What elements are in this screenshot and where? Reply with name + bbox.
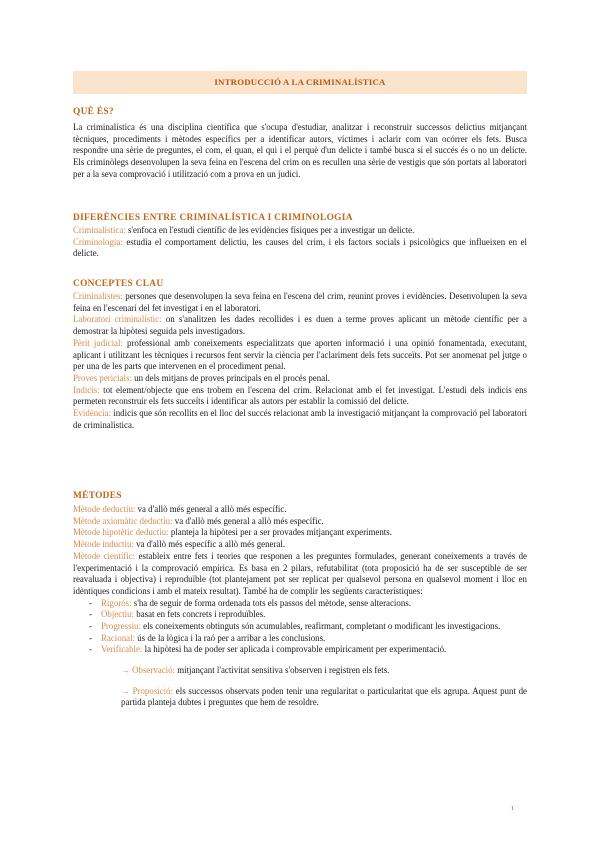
definition-text: indicis que són recollits en el lloc del succés relacionat amb la investigació mitjançant la comprovació pel laboratori de criminalística. [73, 408, 527, 430]
sub-item [73, 665, 527, 677]
section-conceptes [73, 279, 527, 431]
definition-text: on s'analitzen les dades recollides i es duen a terme proves aplicant un mètode científic per a demostrar la hipòtesi seguida pels investigadors. [73, 314, 527, 337]
dash-bullet: - [89, 609, 92, 620]
sub-item-term: → Proposició: [121, 685, 174, 696]
definition-item [73, 385, 527, 408]
section-text: La criminalística és una disciplina científica que s'ocupa d'estudiar, analitzar i reconstruir successos delictius mitjançant tècniques, procediments i mètodes específics per a identificar autors, víctimes i aclarir com van ocórrer els fets. Busca respondre una sèrie de preguntes, el com, el quan, el qui i el perquè d'un delicte i també busca si el succés és o no un delicte. Els criminòlegs desenvolupen la seva feina en l'escena del crim on es recullen una sèrie de vestigis que són portats al laboratori per a la seva comprovació i utilització com a prova en un judici. [73, 122, 527, 179]
page-number: 1 [510, 805, 514, 812]
dash-bullet: - [89, 644, 92, 655]
characteristic-text: els coneixements obtinguts són acumulables, reafirmant, completant o modificant les investigacions. [140, 621, 501, 632]
method-item [73, 551, 527, 598]
definition-text: estudia el comportament delictiu, les causes del crim, i els factors socials i psicològics que influeixen en el delicte. [73, 236, 527, 259]
document-page [73, 71, 527, 94]
section-heading: DIFERÈNCIES ENTRE CRIMINALÍSTICA I CRIMINOLOGIA [73, 213, 353, 223]
characteristic-term: Rigorós: [101, 597, 132, 608]
definition-text: tot element/objecte que ens trobem en l'escena del crim. Relacionat amb el fet investigat. L'estudi dels indicis ens permeten reconstruir els fets succeïts i identificar als autors per establir la comissió del delicte. [73, 384, 527, 407]
method-item [73, 516, 527, 528]
definition-text: s'enfoca en l'estudi científic de les evidències físiques per a investigar un delicte. [125, 225, 415, 235]
section-metodes [73, 491, 527, 718]
sub-item-text: els successos observats poden tenir una regularitat o particularitat que els agrupa. Aquest punt de partida planteja dubtes i preguntes que hem de resoldre. [121, 685, 527, 708]
characteristic-text: la hipòtesi ha de poder ser aplicada i comprovable empíricament per experimentació. [142, 644, 447, 655]
section-heading: QUÈ ÉS? [73, 107, 114, 117]
characteristic-term: Verificable: [101, 644, 143, 655]
list-item [73, 609, 527, 621]
definition-term: Criminologia: [73, 236, 123, 247]
definition-text: un dels mitjans de proves principals en el procés penal. [131, 372, 330, 383]
characteristic-term: Objectiu: [101, 609, 135, 620]
definition-term: Pèrit judicial: [73, 337, 123, 348]
sub-item-term: → Observació: [121, 665, 175, 676]
method-term: Mètode hipotètic deductiu: [73, 527, 169, 538]
section-heading: CONCEPTES CLAU [73, 279, 164, 289]
definition-item [73, 225, 527, 237]
sub-item-text: mitjançant l'activitat sensitiva s'observen i registren els fets. [174, 665, 390, 676]
characteristic-text: s'ha de seguir de forma ordenada tots els passos del mètode, sense alteracions. [131, 597, 411, 608]
definition-item [73, 237, 527, 260]
method-term: Mètode inductiu: [73, 539, 134, 550]
method-text: va d'allò més general a allò més específic. [135, 504, 287, 514]
definition-term: Evidència: [73, 408, 111, 419]
characteristic-term: Progressiu: [101, 621, 141, 632]
definition-text: persones que desenvolupen la seva feina en l'escena del crim, reunint proves i evidències. Desenvolupen la seva feina en l'escenari del fet investigat i en el laboratori. [73, 291, 527, 313]
definition-text: professional amb coneixements especialitzats que aporten informació i una opinió fonamentada, executant, aplicant i utilitzant les tècniques i recursos fent servir la ciència per l'aclariment dels fets succeïts. Pot ser anomenat pel jutge o per una de les parts que intervenen en el procediment penal. [73, 337, 527, 372]
definition-term: Laboratori criminalístic: [73, 314, 162, 325]
definition-term: Indicis: [73, 384, 100, 395]
definition-term: Criminalística: [73, 225, 126, 235]
page-title: INTRODUCCIÓ A LA CRIMINALÍSTICA [73, 71, 527, 94]
list-item [73, 644, 527, 656]
definition-term: Criminalistes: [73, 291, 123, 301]
definition-item [73, 314, 527, 337]
method-term: Mètode deductiu: [73, 504, 136, 514]
method-text: va d'allò més general a allò més específic. [172, 515, 324, 526]
method-text: va d'allò més específic a allò més general. [133, 539, 286, 550]
list-item [73, 633, 527, 645]
method-term: Mètode científic: [73, 550, 136, 561]
method-item [73, 504, 527, 516]
section-heading: MÈTODES [73, 491, 122, 501]
method-term: Mètode axiomàtic deductiu: [73, 515, 173, 526]
characteristics-list [73, 598, 527, 657]
dash-bullet: - [89, 632, 92, 643]
dash-bullet: - [89, 621, 92, 632]
method-text: planteja la hipòtesi per a ser provades mitjançant experiments. [168, 527, 392, 538]
characteristic-term: Racional: [101, 632, 136, 643]
sub-item [73, 686, 527, 709]
list-item [73, 598, 527, 610]
characteristic-text: basat en fets concrets i reproduïbles. [134, 609, 266, 620]
definition-item [73, 338, 527, 373]
characteristic-text: ús de la lògica i la raó per a arribar a les conclusions. [135, 632, 326, 643]
section-diferencies [73, 213, 527, 260]
method-item [73, 527, 527, 539]
list-item [73, 621, 527, 633]
definition-item [73, 291, 527, 314]
definition-term: Proves pericials: [73, 372, 132, 383]
dash-bullet: - [89, 597, 92, 608]
definition-item [73, 408, 527, 431]
method-item [73, 539, 527, 551]
section-que-es [73, 107, 527, 181]
method-text: estableix entre fets i teories que responen a les preguntes formulades, generant coneixements a través de l'experimentació i la comprovació empírica. Es basa en 2 pilars, refutabilitat (tota proposició ha de ser susceptible de ser reavaluada i objectiva) i reproduïble (tot plantejament pot ser replicat per qualsevol persona en qualsevol moment i lloc en idèntiques condicions i amb el mateix resultat). També ha de complir les següents característiques: [73, 550, 527, 596]
definition-item [73, 373, 527, 385]
